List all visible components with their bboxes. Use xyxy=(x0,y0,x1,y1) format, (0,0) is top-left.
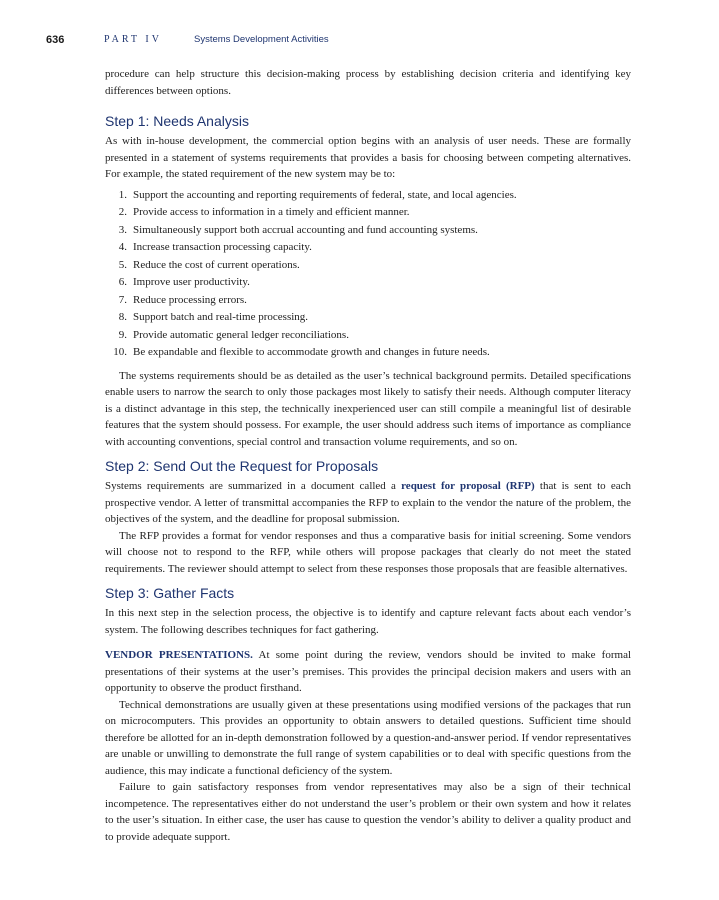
list-item: 2. Provide access to information in a timely and efficient manner. xyxy=(118,206,410,218)
part-label: PART IV xyxy=(104,34,162,45)
vendor-presentations-heading: VENDOR PRESENTATIONS. xyxy=(105,649,253,661)
list-item: 3. Simultaneously support both accrual accounting and fund accounting systems. xyxy=(118,223,478,236)
step3-paragraph-1: In this next step in the selection process, the objective is to identify and capture relevant facts about each vendor’s system. The following describes techniques for fact gathering. xyxy=(105,607,631,636)
heading-step-2: Step 2: Send Out the Request for Proposals xyxy=(105,458,379,474)
list-item: 4. Increase transaction processing capacity. xyxy=(118,241,312,253)
step3-paragraph-4: Failure to gain satisfactory responses from vendor representatives may also be a sign of their technical incompetence. The representatives either do not understand the user’s problem or their own system and how it relates to the user’s situation. In either case, the user has cause to question the vendor’s ability to deliver a quality product and to provide adequate support. xyxy=(105,781,631,843)
intro-paragraph: procedure can help structure this decision-making process by establishing decision criteria and identifying key differences between options. xyxy=(105,68,631,97)
step3-paragraph-3: Technical demonstrations are usually given at these presentations using modified versions of the packages that run on microcomputers. This provides an opportunity to obtain answers to detailed questions. Sufficient time should therefore be allotted for an in-depth demonstration followed by a question-and-answer period. If vendor representatives are unable or unwilling to demonstrate the full range of system capabilities or to deal with specific questions from the audience, this may indicate a functional deficiency of the system. xyxy=(105,698,631,777)
list-item: 5. Reduce the cost of current operations. xyxy=(118,258,300,271)
page-number: 636 xyxy=(46,34,65,46)
list-item: 9. Provide automatic general ledger reconciliations. xyxy=(118,328,349,341)
step1-paragraph-2: The systems requirements should be as detailed as the user’s technical background permits. Detailed specifications enable users to narrow the search to only those packages most likely to satisfy their needs. Although computer literacy is a distinct advantage in this step, the technically inexperienced user can still compile a meaningful list of desirable features that the system should possess. For example, the user should address such items of importance as compliance with accounting conventions, special control and transaction volume requirements, and so on. xyxy=(105,369,631,448)
body-text xyxy=(105,66,631,845)
list-item: 6. Improve user productivity. xyxy=(118,276,250,288)
step2-paragraph-1: Systems requirements are summarized in a document called a request for proposal (RFP) that is sent to each prospective vendor. A letter of transmittal accompanies the RFP to explain to the vendor the nature of the problem, the objectives of the system, and the deadline for proposal submission. xyxy=(105,480,631,525)
step2-paragraph-2: The RFP provides a format for vendor responses and thus a comparative basis for initial screening. Some vendors will choose not to respond to the RFP, while others will propose packages that clearly do not meet the stated requirements. The reviewer should attempt to select from these responses those proposals that are feasible alternatives. xyxy=(105,529,631,575)
heading-step-1: Step 1: Needs Analysis xyxy=(105,113,249,129)
running-section-title: Systems Development Activities xyxy=(194,34,329,45)
rfp-term: request for proposal (RFP) xyxy=(401,480,535,492)
list-item: 8. Support batch and real-time processing. xyxy=(118,311,309,323)
list-item: 7. Reduce processing errors. xyxy=(118,293,247,306)
step1-paragraph-1: As with in-house development, the commercial option begins with an analysis of user needs. These are formally presented in a statement of systems requirements that provides a basis for choosing between competing alternatives. For example, the stated requirement of the new system may be to: xyxy=(105,135,631,180)
list-item: 1. Support the accounting and reporting requirements of federal, state, and local agencies. xyxy=(118,188,517,201)
running-header xyxy=(46,34,646,50)
vendor-presentations-paragraph: VENDOR PRESENTATIONS. At some point during the review, vendors should be invited to make formal presentations of their systems at the user’s premises. This provides the principal decision makers and users with an opportunity to observe the product firsthand. xyxy=(105,649,632,694)
requirements-list xyxy=(105,187,631,362)
list-item: 10. Be expandable and flexible to accommodate growth and changes in future needs. xyxy=(113,346,490,358)
heading-step-3: Step 3: Gather Facts xyxy=(105,585,235,601)
